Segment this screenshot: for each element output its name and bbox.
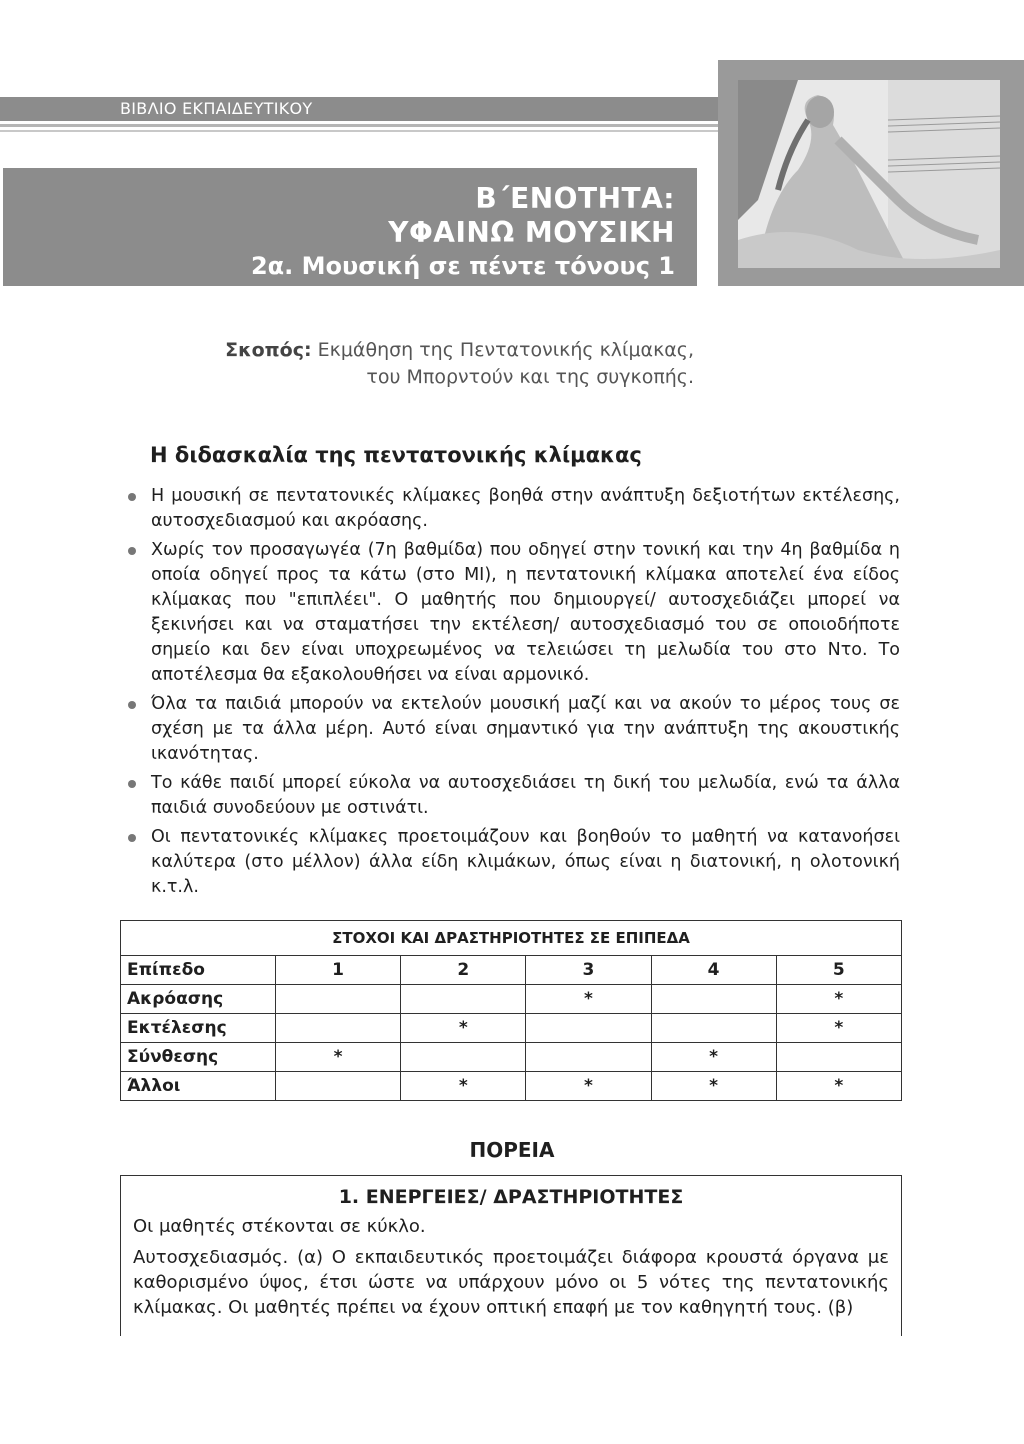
aim-text-2: του Μπορντούν και της συγκοπής.: [366, 366, 694, 388]
table-cell: [276, 1072, 401, 1101]
table-row-label: Εκτέλεσης: [121, 1014, 276, 1043]
table-cell: [776, 1043, 901, 1072]
illustration-frame: [718, 60, 1024, 286]
aim-line-2: [150, 366, 694, 388]
activities-heading: 1. ΕΝΕΡΓΕΙΕΣ/ ΔΡΑΣΤΗΡΙΟΤΗΤΕΣ: [338, 1186, 684, 1208]
aim-label: Σκοπός:: [225, 339, 312, 361]
table-cell: *: [526, 1072, 651, 1101]
bullet-item: Οι πεντατονικές κλίμακες προετοιμάζουν και βοηθούν το μαθητή να κατανοήσει καλύτερα (στο μέλλον) άλλα είδη κλιμάκων, όπως είναι η διατονική, η ολοτονική κ.τ.λ.: [128, 825, 900, 900]
table-row: [121, 1043, 902, 1072]
table-header-cell: 3: [526, 956, 651, 985]
table-cell: [401, 985, 526, 1014]
lesson-title: 2α. Μουσική σε πέντε τόνους 1: [250, 252, 675, 280]
table-header-cell: 4: [651, 956, 776, 985]
table-row-label: Άλλοι: [121, 1072, 276, 1101]
table-cell: *: [776, 1014, 901, 1043]
table-cell: *: [651, 1072, 776, 1101]
bullet-item: Χωρίς τον προσαγωγέα (7η βαθμίδα) που οδηγεί στην τονική και την 4η βαθμίδα η οποία οδηγεί προς τα κάτω (στο ΜΙ), η πεντατονική κλίμακα αποτελεί ένα είδος κλίμακας που "επιπλέει". Ο μαθητής που δημιουργεί/ αυτοσχεδιάζει μπορεί να ξεκινήσει και να σταματήσει την εκτέλεση/ αυτοσχεδιασμό του σε οποιοδήποτε σημείο και δεν είναι υποχρεωμένος να τελειώσει τη μελωδία του στο Ντο. Το αποτέλεσμα θα εξακολουθήσει να είναι αρμονικό.: [128, 538, 900, 688]
title-banner: [3, 168, 697, 286]
table-cell: *: [401, 1014, 526, 1043]
table-cell: *: [651, 1043, 776, 1072]
bullet-list: [128, 484, 900, 904]
bullet-item: Όλα τα παιδιά μπορούν να εκτελούν μουσική μαζί και να ακούν το μέρος τους σε σχέση με τα άλλα μέρη. Αυτό είναι σημαντικό για την ανάπτυξη της ακουστικής ικανότητας.: [128, 692, 900, 767]
table-cell: *: [776, 985, 901, 1014]
table-cell: [651, 1014, 776, 1043]
table-cell: [526, 1043, 651, 1072]
activities-paragraph: Αυτοσχεδιασμός. (α) Ο εκπαιδευτικός προετοιμάζει διάφορα κρουστά όργανα με καθορισμένο ύψος, έτσι ώστε να υπάρχουν μόνο οι 5 νότες της πεντατονικής κλίμακας. Οι μαθητές πρέπει να έχουν οπτική επαφή με τον καθηγητή τους. (β): [133, 1247, 889, 1318]
aim-line-1: [150, 339, 694, 361]
activities-paragraph: Οι μαθητές στέκονται σε κύκλο.: [133, 1216, 426, 1237]
table-header-cell: Επίπεδο: [121, 956, 276, 985]
table-cell: [276, 1014, 401, 1043]
table-row: [121, 985, 902, 1014]
table-cell: [651, 985, 776, 1014]
table-cell: [526, 1014, 651, 1043]
table-row-label: Ακρόασης: [121, 985, 276, 1014]
table-row: [121, 1014, 902, 1043]
table-header-row: [121, 956, 902, 985]
illustration-image: [738, 80, 1000, 268]
table-cell: *: [401, 1072, 526, 1101]
table-cell: [401, 1043, 526, 1072]
aim-text-1: Εκμάθηση της Πεντατονικής κλίμακας,: [317, 339, 694, 361]
unit-name: ΥΦΑΙΝΩ ΜΟΥΣΙΚΗ: [388, 216, 675, 249]
table-row-label: Σύνθεσης: [121, 1043, 276, 1072]
header-label: ΒΙΒΛΙΟ ΕΚΠΑΙΔΕΥΤΙΚΟΥ: [120, 99, 313, 118]
route-heading: ΠΟΡΕΙΑ: [469, 1138, 555, 1162]
table-header-cell: 1: [276, 956, 401, 985]
levels-table: [120, 920, 902, 1101]
table-row: [121, 1072, 902, 1101]
bullet-item: Η μουσική σε πεντατονικές κλίμακες βοηθά στην ανάπτυξη δεξιοτήτων εκτέλεσης, αυτοσχεδιασμού και ακρόασης.: [128, 484, 900, 534]
section-heading: Η διδασκαλία της πεντατονικής κλίμακας: [150, 443, 642, 467]
table-cell: [276, 985, 401, 1014]
table-cell: *: [526, 985, 651, 1014]
table-header-cell: 5: [776, 956, 901, 985]
activities-box: [120, 1175, 902, 1336]
unit-title: Β΄ΕΝΟΤΗΤΑ:: [475, 182, 675, 215]
table-cell: *: [276, 1043, 401, 1072]
table-caption: ΣΤΟΧΟΙ ΚΑΙ ΔΡΑΣΤΗΡΙΟΤΗΤΕΣ ΣΕ ΕΠΙΠΕΔΑ: [121, 921, 902, 956]
header-bar: [0, 97, 718, 121]
painting-illustration: [738, 80, 1000, 268]
table-cell: *: [776, 1072, 901, 1101]
bullet-item: Το κάθε παιδί μπορεί εύκολα να αυτοσχεδιάσει τη δική του μελωδία, ενώ τα άλλα παιδιά συνοδεύουν με οστινάτι.: [128, 771, 900, 821]
table-header-cell: 2: [401, 956, 526, 985]
header-divider: [0, 130, 718, 132]
header-divider: [0, 124, 718, 127]
